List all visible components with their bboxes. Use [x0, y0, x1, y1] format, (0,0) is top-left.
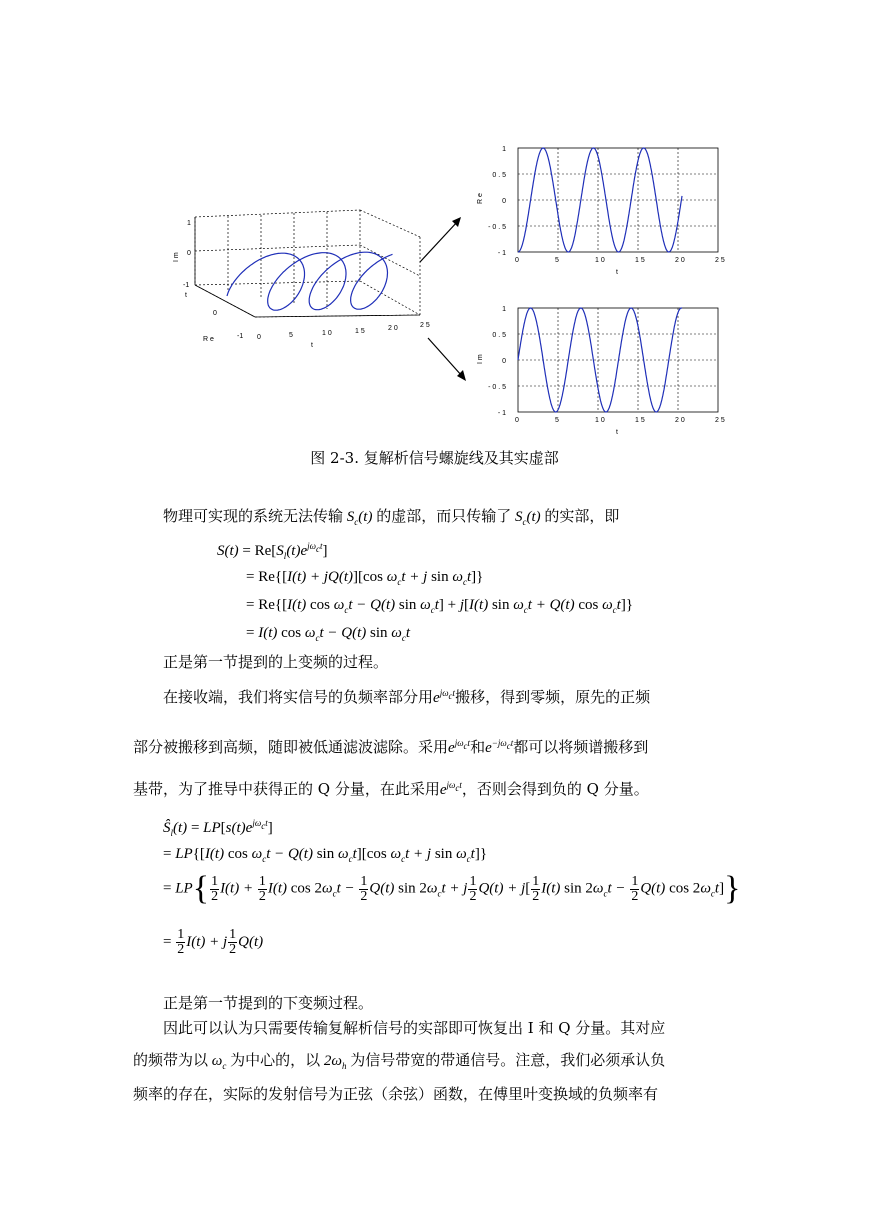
paragraph-7: 因此可以认为只需要传输复解析信号的实部即可恢复出 I 和 Q 分量。其对应	[163, 1019, 666, 1037]
y-axis-label: I m	[477, 354, 484, 364]
im-tick-top: 1	[187, 220, 191, 227]
y-tick-label: 0	[502, 358, 506, 365]
y-tick-label: - 0 . 5	[488, 384, 506, 391]
paragraph-1: 物理可实现的系统无法传输 $S_c(t)$ 的虚部，而只传输了 $S_c(t)$ 的实部，即	[163, 507, 620, 527]
paragraph-9: 频率的存在，实际的发射信号为正弦（余弦）函数，在傅里叶变换域的负频率有	[133, 1085, 659, 1103]
y-tick-label: 1	[502, 146, 506, 153]
eq-upconv-2: = Re{[I(t) + jQ(t)][cos $\omega_ct + j$ $\sin \omega_ct$]}	[246, 569, 484, 587]
x-axis-label: t	[616, 429, 618, 436]
p1-text-b: 的虚部，而只传输了	[376, 507, 512, 525]
x-axis-label: t	[616, 269, 618, 276]
arrow-to-real-plot	[415, 212, 465, 267]
x-tick-label: 1 5	[635, 417, 645, 424]
x-tick-label: 2 0	[675, 257, 685, 264]
t-tick-0: 0	[257, 334, 261, 341]
x-tick-label: 1 0	[595, 257, 605, 264]
t-axis-corner-label: t	[185, 292, 187, 299]
helix-line	[227, 252, 393, 310]
x-tick-label: 2 5	[715, 417, 725, 424]
p1-text-c: 的实部，即	[544, 507, 620, 525]
eq-upconv-3: = Re{[I(t) $\cos \omega_ct - Q(t)$ $\sin \omega_ct] + j[I(t)$ $\sin \omega_ct + Q(t)$ $\cos \omega_ct$]}	[246, 597, 634, 615]
helix-3d-plot	[165, 205, 435, 355]
x-tick-label: 0	[515, 257, 519, 264]
im-axis-label: I m	[173, 252, 180, 262]
x-tick-label: 0	[515, 417, 519, 424]
paragraph-8: 的频带为以 $\omega_c$ 为中心的，以 $2\omega_h$ 为信号带宽的带通信号。注意，我们必须承认负	[133, 1051, 666, 1071]
eq-downconv-3: = LP{ $\frac{1}{2}$ I(t) + $\frac{1}{2}$ I(t) $\cos 2\omega_ct$ − $\frac{1}{2}$ Q(t) $\sin 2\omega_ct + j$ $\frac{1}{2}$ Q(t) + j[ $\frac{1}{2}$ I(t) $\sin 2\omega_ct$ − $\frac{1}{2}$ Q(t) $\cos 2\omega_ct$]}	[163, 870, 741, 907]
t-axis-label: t	[311, 342, 313, 349]
eq-downconv-2: = LP{[I(t) $\cos \omega_ct - Q(t)$ $\sin \omega_ct][\cos$ $\omega_ct + j$ $\sin \omega_ct$]}	[163, 846, 488, 864]
re-axis-label: R e	[203, 336, 214, 343]
t-tick-15: 1 5	[355, 328, 365, 335]
x-tick-label: 5	[555, 417, 559, 424]
t-tick-10: 1 0	[322, 330, 332, 337]
eq-upconv-4: = I(t) $\cos \omega_ct - Q(t)$ $\sin \omega_ct$	[246, 625, 411, 643]
x-tick-label: 2 5	[715, 257, 725, 264]
y-tick-label: 0	[502, 198, 506, 205]
im-tick-mid: 0	[187, 250, 191, 257]
eq-downconv-1: $Ŝ_l(t) = LP[s(t)e^{j\omega_ct}]$	[163, 818, 273, 838]
y-tick-label: - 0 . 5	[488, 224, 506, 231]
helix-curve	[227, 252, 393, 310]
x-tick-label: 1 0	[595, 417, 605, 424]
t-tick-5: 5	[289, 332, 293, 339]
paragraph-4: 部分被搬移到高频，随即被低通滤波滤除。采用$e^{j\omega_ct}$和$e^{-j\omega_ct}$都可以将频谱搬移到	[133, 738, 649, 756]
paragraph-2: 正是第一节提到的上变频的过程。	[163, 653, 389, 671]
x-tick-label: 2 0	[675, 417, 685, 424]
paragraph-5: 基带，为了推导中获得正的 Q 分量，在此采用$e^{j\omega_ct}$，否则会得到负的 Q 分量。	[133, 780, 649, 798]
y-tick-label: 0 . 5	[492, 332, 506, 339]
x-tick-label: 5	[555, 257, 559, 264]
eq-downconv-4: = $\frac{1}{2}$ I(t) + j $\frac{1}{2}$ Q(t)	[163, 927, 264, 957]
y-tick-label: - 1	[497, 410, 506, 417]
im-tick-bottom: -1	[183, 282, 190, 289]
p1-text-a: 物理可实现的系统无法传输	[163, 507, 344, 525]
y-axis-label: R e	[477, 193, 484, 204]
x-tick-label: 1 5	[635, 257, 645, 264]
re-tick-mid: 0	[213, 310, 217, 317]
y-tick-label: 0 . 5	[492, 172, 506, 179]
paragraph-6: 正是第一节提到的下变频过程。	[163, 994, 374, 1012]
eq-upconv-1: $S(t) = Re[S_l(t)e^{j\omega_ct}]$	[217, 541, 328, 561]
imag-part-chart	[478, 300, 728, 435]
y-tick-label: - 1	[497, 250, 506, 257]
paragraph-3: 在接收端，我们将实信号的负频率部分用$e^{j\omega_ct}$搬移，得到零频，原先的正频	[163, 688, 651, 706]
arrow-to-imag-plot	[425, 335, 470, 385]
figure-caption: 图 2-3. 复解析信号螺旋线及其实虚部	[310, 449, 559, 467]
y-tick-label: 1	[502, 306, 506, 313]
t-tick-20: 2 0	[388, 325, 398, 332]
t-tick-25: 2 5	[420, 322, 430, 329]
re-tick-bottom: -1	[237, 333, 244, 340]
real-part-chart	[478, 140, 728, 275]
